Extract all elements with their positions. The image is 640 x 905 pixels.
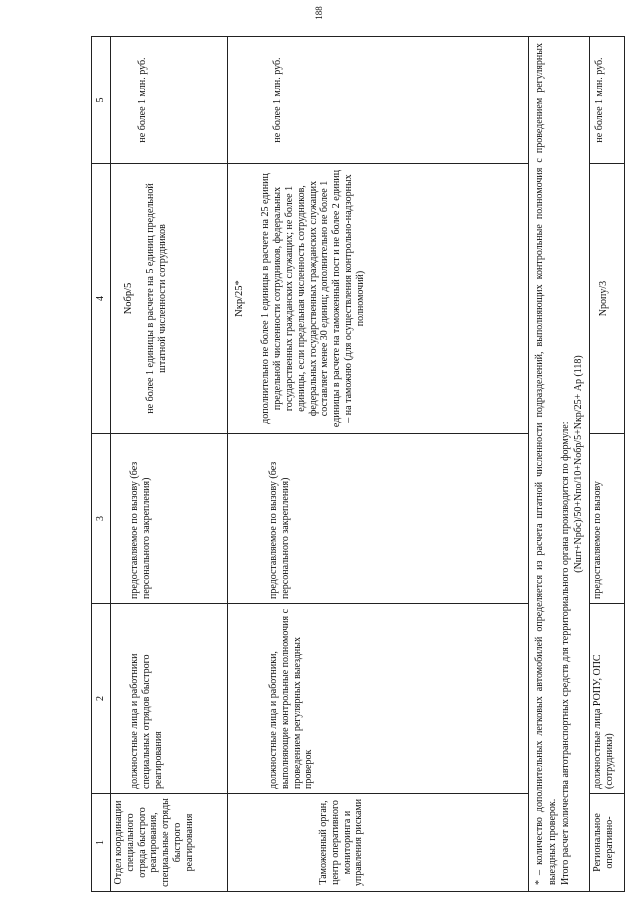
rotated-sheet	[91, 37, 613, 892]
header-col-3: 3	[92, 434, 111, 604]
header-col-5: 5	[92, 37, 111, 164]
table-row	[228, 37, 529, 892]
total-formula: (Nшт+Nрбс)/50+Nпо/10+Nобр/5+Nкр/25+ Ар (118)	[573, 355, 584, 573]
header-row	[92, 37, 111, 892]
table-row	[590, 37, 625, 892]
provision-type: предоставляемое по вызову	[590, 434, 625, 604]
table-row	[111, 37, 228, 892]
unit-name: Таможенный орган, центр оперативного мониторинга и управления рисками	[228, 794, 529, 892]
norm-formula: Nкр/25*	[234, 280, 245, 317]
notes-block	[529, 37, 590, 892]
header-col-1: 1	[92, 794, 111, 892]
footnote: * – количество дополнительных легковых автомобилей определяется из расчета штатной численности подразделений, выполняющих контрольные полномочия с проведением регулярных выездных проверок.	[534, 43, 558, 885]
total-calculation-text: Итого расчет количества автотранспортных средств для территориального органа производится по формуле:	[560, 421, 571, 885]
position-description: должностные лица РОПУ, ОПС (сотрудники)	[590, 604, 625, 794]
norm-formula: Nобр/5	[123, 282, 134, 315]
price-limit: не более 1 млн. руб.	[111, 37, 228, 164]
unit-name: Отдел координации специального отряда быстрого реагирования, специальные отряды быстрого реагирования	[111, 794, 228, 892]
page-number: 188	[313, 6, 324, 20]
position-description: должностные лица и работники, выполняющие контрольные полномочия с проведением регулярных выездных проверок	[228, 604, 529, 794]
quantity-norm: Nропу/3	[590, 164, 625, 434]
price-limit: не более 1 млн. руб.	[228, 37, 529, 164]
header-col-2: 2	[92, 604, 111, 794]
unit-name: Региональное оперативно-	[590, 794, 625, 892]
provision-type: предоставляемое по вызову (без персонального закрепления)	[111, 434, 228, 604]
norm-text: не более 1 единицы в расчете на 5 единиц предельной штатной численности сотрудников	[145, 183, 169, 414]
notes-row	[529, 37, 590, 892]
quantity-norm	[228, 164, 529, 434]
quantity-norm	[111, 164, 228, 434]
provision-type: предоставляемое по вызову (без персонального закрепления)	[228, 434, 529, 604]
vehicle-norms-table	[91, 36, 625, 892]
header-col-4: 4	[92, 164, 111, 434]
price-limit: не более 1 млн. руб.	[590, 37, 625, 164]
norm-text: дополнительно не более 1 единицы в расчете на 25 единиц предельной численности сотрудников, федеральных государственных гражданских служащих; не более 1 единицы, если предельная численность сотрудников, федеральных государственных гражданских служащих составляет менее 30 единиц; дополнительно не более 1 единицы в расчете на таможенный пост и не более 2 единиц – на таможню (для осуществления контрольно-надзорных полномочий)	[260, 169, 366, 428]
position-description: должностные лица и работники специальных отрядов быстрого реагирования	[111, 604, 228, 794]
